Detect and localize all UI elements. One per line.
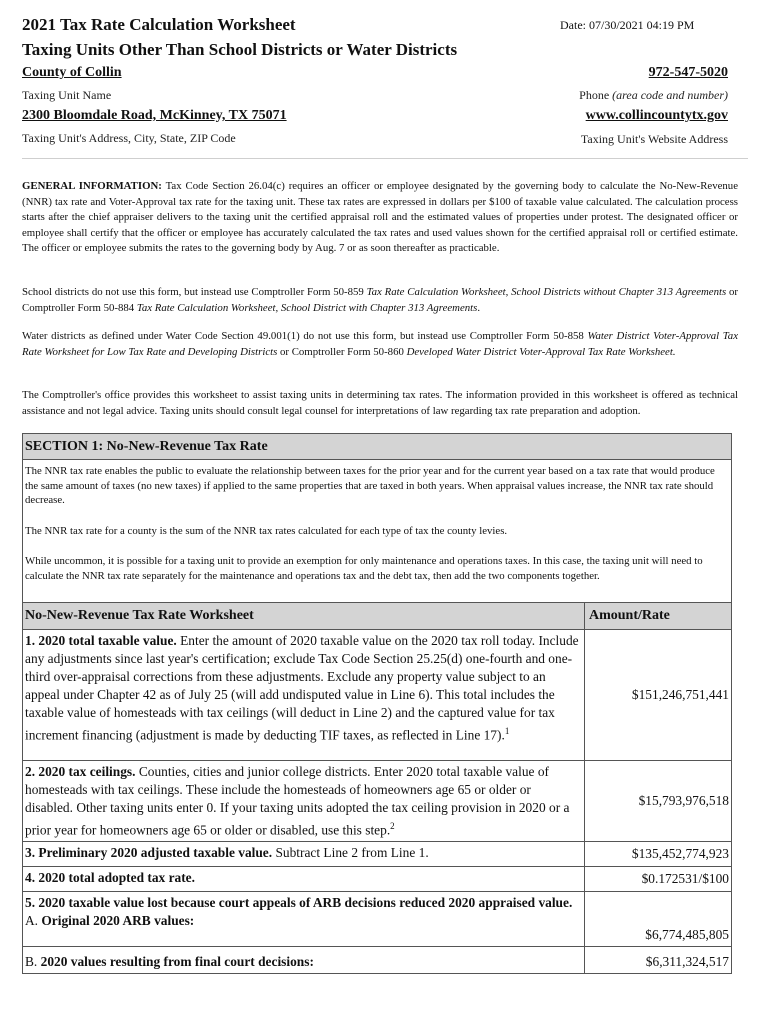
- water-form-858-title: Water District Voter-Approval Tax Rate Worksheet for Low Tax Rate and Developing Districts: [22, 330, 738, 358]
- school-form-859-title: Tax Rate Calculation Worksheet, School Districts without Chapter 313 Agreements: [366, 286, 727, 298]
- school-note-part3: or Comptroller Form 50-884: [22, 286, 738, 314]
- section-1-paragraph-2: The NNR tax rate for a county is the sum of the NNR tax rates calculated for each type of tax the county levies.: [25, 525, 508, 537]
- worksheet-line-3: [23, 842, 732, 867]
- water-note-part3: or Comptroller Form 50-860: [277, 345, 407, 358]
- comptroller-note: The Comptroller's office provides this worksheet to assist taxing units in determining tax rates. The information provided in this worksheet is offered as technical assistance and not legal advice. Taxing units should consult legal counsel for interpretations of law regarding tax rate preparation and adoption.: [22, 389, 738, 417]
- line-1-amount: $151,246,751,441: [585, 630, 732, 761]
- general-information-lead: GENERAL INFORMATION:: [22, 180, 162, 192]
- line-1-text: Enter the amount of 2020 taxable value on the 2020 tax roll today. Include any adjustments since last year's certification; exclude Tax Code Section 25.25(d) one-fourth and one-third over-appraisal corrections from these adjustments. Exclude any property value subject to an appeal under Chapter 42 as of July 25 (will add undisputed value in Line 6). This total includes the taxable value of homesteads with tax ceilings (will deduct in Line 2) and the captured value for tax increment financing (adjustment is made by deducting TIF taxes, as reflected in Line 17).: [25, 633, 579, 743]
- line-5b-description: [23, 947, 585, 974]
- section-1-box: [22, 433, 732, 603]
- line-1-description: [23, 630, 585, 761]
- header-divider: [22, 158, 748, 159]
- water-districts-note: [22, 329, 738, 360]
- line-5a-label: Original 2020 ARB values:: [41, 913, 195, 929]
- line-5-title: 5. 2020 taxable value lost because court appeals of ARB decisions reduced 2020 appraised value.: [25, 895, 573, 911]
- line-2-footnote: 2: [390, 821, 395, 831]
- section-1-paragraph-3: While uncommon, it is possible for a taxing unit to provide an exemption for only maintenance and operations taxes. In this case, the taxing unit will need to calculate the NNR tax rate separately for the maintenance and operations tax and the debt tax, then add the two components together.: [25, 555, 703, 582]
- worksheet-line-4: [23, 867, 732, 892]
- line-2-title: 2. 2020 tax ceilings.: [25, 764, 136, 779]
- line-3-title: 3. Preliminary 2020 adjusted taxable value.: [25, 845, 273, 861]
- line-3-description: [23, 842, 585, 867]
- phone-label: [579, 88, 728, 103]
- section-1-title: SECTION 1: No-New-Revenue Tax Rate: [23, 434, 731, 460]
- section-1-paragraph-1: The NNR tax rate enables the public to evaluate the relationship between taxes for the prior year and for the current year based on a tax rate that would produce the same amount of taxes (no new taxes) if applied to the same properties that are taxed in both years. When appraisal values increase, the NNR tax rate should decrease.: [25, 465, 715, 506]
- line-2-amount: $15,793,976,518: [585, 761, 732, 842]
- document-date: Date: 07/30/2021 04:19 PM: [560, 18, 695, 32]
- line-1-title: 1. 2020 total taxable value.: [25, 633, 177, 648]
- line-5a-prefix: A.: [25, 913, 42, 929]
- worksheet-line-5: [23, 892, 732, 947]
- website-label: Taxing Unit's Website Address: [580, 132, 728, 146]
- worksheet-column-label: No-New-Revenue Tax Rate Worksheet: [23, 603, 585, 630]
- line-5-description: [23, 892, 585, 947]
- phone-label-note: (area code and number): [612, 88, 728, 102]
- website-link[interactable]: www.collincountytx.gov: [585, 108, 728, 123]
- nnr-worksheet-table: [22, 602, 732, 974]
- school-note-end: .: [477, 301, 481, 314]
- line-5a-amount: $6,774,485,805: [585, 892, 732, 947]
- amount-column-label: Amount/Rate: [585, 603, 732, 630]
- water-note-part1: Water districts as defined under Water Code Section 49.001(1) do not use this form, but instead use Comptroller Form 50-858: [22, 330, 588, 342]
- address-label: Taxing Unit's Address, City, State, ZIP Code: [22, 131, 236, 145]
- school-districts-note: [22, 285, 738, 316]
- line-4-amount: $0.172531/$100: [585, 867, 732, 892]
- line-4-description: [23, 867, 585, 892]
- worksheet-line-5b: [23, 947, 732, 974]
- line-2-text: Counties, cities and junior college districts. Enter 2020 total taxable value of homesteads with tax ceilings. These include the homesteads of homeowners age 65 or older or disabled. Other taxing units enter 0. If your taxing units adopted the tax ceiling provision in 2020 or a prior year for homeowners age 65 or older or disabled, use this step.: [25, 764, 570, 838]
- phone-number: 972-547-5020: [648, 65, 728, 80]
- line-5b-label: 2020 values resulting from final court decisions:: [40, 954, 314, 970]
- line-2-description: [23, 761, 585, 842]
- taxing-unit-address: 2300 Bloomdale Road, McKinney, TX 75071: [22, 108, 287, 123]
- worksheet-line-1: [23, 630, 732, 761]
- school-form-884-title: Tax Rate Calculation Worksheet, School District with Chapter 313 Agreements: [136, 301, 478, 314]
- line-4-title: 4. 2020 total adopted tax rate.: [25, 870, 195, 886]
- taxing-unit-name-label: Taxing Unit Name: [22, 88, 112, 102]
- line-3-amount: $135,452,774,923: [585, 842, 732, 867]
- document-title: 2021 Tax Rate Calculation Worksheet: [22, 15, 296, 34]
- water-form-860-title: Developed Water District Voter-Approval Tax Rate Worksheet.: [406, 345, 676, 358]
- line-3-text: Subtract Line 2 from Line 1.: [272, 845, 429, 861]
- line-5b-amount: $6,311,324,517: [585, 947, 732, 974]
- phone-label-text: Phone: [579, 88, 610, 102]
- worksheet-line-2: [23, 761, 732, 842]
- worksheet-header-row: [23, 603, 732, 630]
- school-note-part1: School districts do not use this form, but instead use Comptroller Form 50-859: [22, 286, 367, 298]
- general-information: [22, 179, 738, 257]
- line-5b-prefix: B.: [25, 954, 41, 970]
- taxing-unit-name: County of Collin: [22, 65, 122, 80]
- line-1-footnote: 1: [504, 726, 510, 736]
- general-information-text: Tax Code Section 26.04(c) requires an officer or employee designated by the governing body to calculate the No-New-Revenue (NNR) tax rate and Voter-Approval tax rate for the taxing unit. These tax rates are expressed in dollars per $100 of taxable value calculated. The calculation process starts after the chief appraiser delivers to the taxing unit the certified appraisal roll and the estimated values of properties under protest. The designated officer or employee shall certify that the officer or employee has accurately calculated the tax rates and used values shown for the certified appraisal roll or certified estimate. The officer or employee submits the rates to the governing body by Aug. 7 or as soon thereafter as practicable.: [22, 180, 738, 254]
- document-subtitle: Taxing Units Other Than School Districts or Water Districts: [22, 40, 458, 59]
